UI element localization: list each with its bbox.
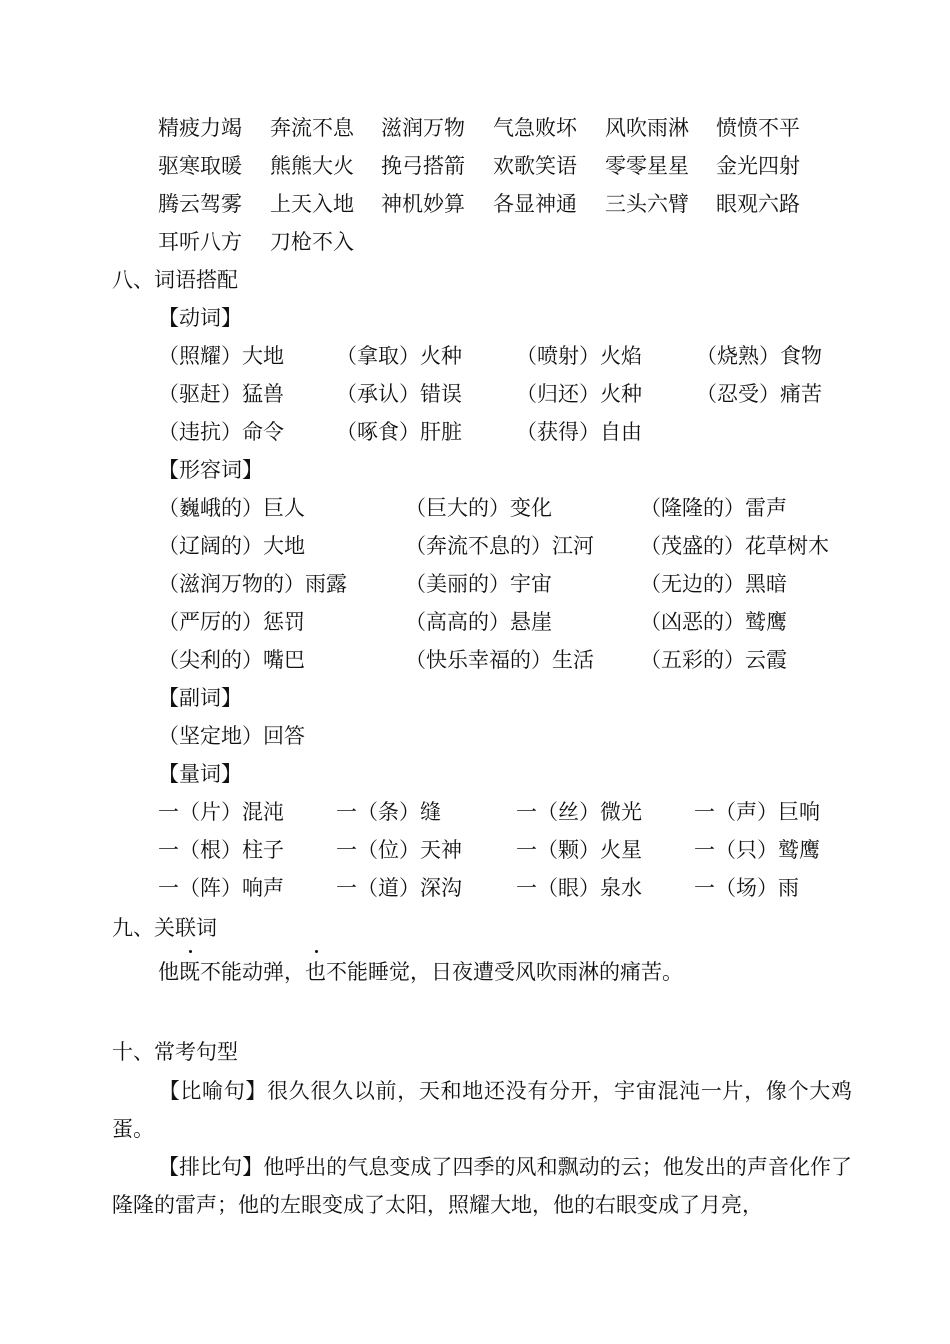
verb-item: （照耀）大地 — [158, 344, 284, 368]
verb-item: （啄食）肝脏 — [336, 420, 462, 444]
idiom: 驱寒取暖 — [158, 154, 242, 178]
subsection-label: 【形容词】 — [158, 458, 263, 482]
measure-item: 一（道）深沟 — [336, 876, 462, 900]
idiom: 精疲力竭 — [158, 116, 242, 140]
measure-item: 一（声）巨响 — [694, 800, 820, 824]
verb-row — [0, 422, 950, 448]
verb-item: （拿取）火种 — [336, 344, 462, 368]
adjective-item: （隆隆的）雷声 — [640, 496, 787, 520]
measure-row — [0, 840, 950, 866]
measure-item: 一（位）天神 — [336, 838, 462, 862]
idiom: 刀枪不入 — [270, 230, 354, 254]
idiom: 熊熊大火 — [270, 154, 354, 178]
adjective-item: （高高的）悬崖 — [405, 610, 552, 634]
measure-item: 一（只）鹫鹰 — [694, 838, 820, 862]
measure-item: 一（眼）泉水 — [516, 876, 642, 900]
idiom: 各显神通 — [493, 192, 577, 216]
simile-label: 【比喻句】 — [158, 1079, 268, 1103]
adjective-item: （凶恶的）鹫鹰 — [640, 610, 787, 634]
adjective-row — [0, 650, 950, 676]
measure-item: 一（片）混沌 — [158, 800, 284, 824]
idiom: 气急败坏 — [493, 116, 577, 140]
verb-item: （获得）自由 — [516, 420, 642, 444]
simile-paragraph — [112, 1072, 852, 1148]
adjective-item: （辽阔的）大地 — [158, 534, 305, 558]
idiom: 奔流不息 — [270, 116, 354, 140]
verb-item: （违抗）命令 — [158, 420, 284, 444]
idiom: 风吹雨淋 — [605, 116, 689, 140]
measure-item: 一（丝）微光 — [516, 800, 642, 824]
subsection-label: 【量词】 — [158, 762, 242, 786]
adjective-row — [0, 574, 950, 600]
idiom-row — [0, 232, 950, 258]
measure-row — [0, 802, 950, 828]
simile-text: 很久很久以前，天和地还没有分开，宇宙混沌一片，像个大鸡蛋。 — [112, 1079, 852, 1141]
adjective-item: （滋润万物的）雨露 — [158, 572, 347, 596]
adjective-item: （快乐幸福的）生活 — [405, 648, 594, 672]
idiom: 神机妙算 — [381, 192, 465, 216]
adjective-item: （美丽的）宇宙 — [405, 572, 552, 596]
idiom: 滋润万物 — [381, 116, 465, 140]
emphasized-conjunction: 也 — [305, 960, 326, 984]
sentence-part: 不能睡觉，日夜遭受风吹雨淋的痛苦。 — [326, 960, 683, 984]
idiom: 腾云驾雾 — [158, 192, 242, 216]
idiom: 挽弓搭箭 — [381, 154, 465, 178]
idiom: 耳听八方 — [158, 230, 242, 254]
emphasized-conjunction: 既 — [179, 960, 200, 984]
adjective-row — [0, 536, 950, 562]
verb-item: （承认）错误 — [336, 382, 462, 406]
verb-item: （驱赶）猛兽 — [158, 382, 284, 406]
measure-item: 一（根）柱子 — [158, 838, 284, 862]
verb-item: （烧熟）食物 — [696, 344, 822, 368]
adjective-item: （茂盛的）花草树木 — [640, 534, 829, 558]
idiom: 愤愤不平 — [716, 116, 800, 140]
parallel-label: 【排比句】 — [158, 1155, 264, 1179]
idiom: 欢歌笑语 — [493, 154, 577, 178]
verb-item: （归还）火种 — [516, 382, 642, 406]
verb-item: （喷射）火焰 — [516, 344, 642, 368]
measure-item: 一（颗）火星 — [516, 838, 642, 862]
parallel-text: 他呼出的气息变成了四季的风和飘动的云；他发出的声音化作了隆隆的雷声；他的左眼变成了太阳，照耀大地，他的右眼变成了月亮， — [112, 1155, 853, 1217]
verb-item: （忍受）痛苦 — [696, 382, 822, 406]
idiom-row — [0, 156, 950, 182]
subsection-label: 【动词】 — [158, 306, 242, 330]
adjective-row — [0, 498, 950, 524]
adjective-item: （巍峨的）巨人 — [158, 496, 305, 520]
parallel-paragraph — [112, 1148, 852, 1224]
adverb-item: （坚定地）回答 — [158, 724, 305, 748]
adjective-item: （尖利的）嘴巴 — [158, 648, 305, 672]
adjective-item: （严厉的）惩罚 — [158, 610, 305, 634]
adverb-row — [0, 726, 950, 752]
measure-item: 一（条）缝 — [336, 800, 441, 824]
adjective-item: （无边的）黑暗 — [640, 572, 787, 596]
idiom: 三头六臂 — [605, 192, 689, 216]
sentence-part: 不能动弹， — [200, 960, 305, 984]
measure-row — [0, 878, 950, 904]
idiom: 零零星星 — [605, 154, 689, 178]
sentence-part: 他 — [158, 960, 179, 984]
section-heading: 九、关联词 — [112, 916, 217, 940]
idiom-row — [0, 194, 950, 220]
idiom: 上天入地 — [270, 192, 354, 216]
adjective-item: （奔流不息的）江河 — [405, 534, 594, 558]
idiom-row — [0, 118, 950, 144]
adjective-row — [0, 612, 950, 638]
idiom: 眼观六路 — [716, 192, 800, 216]
verb-row — [0, 384, 950, 410]
verb-row — [0, 346, 950, 372]
idiom: 金光四射 — [716, 154, 800, 178]
conjunction-sentence — [158, 962, 683, 988]
measure-item: 一（阵）响声 — [158, 876, 284, 900]
section-heading: 十、常考句型 — [112, 1040, 238, 1064]
adjective-item: （巨大的）变化 — [405, 496, 552, 520]
section-heading: 八、词语搭配 — [112, 268, 238, 292]
subsection-label: 【副词】 — [158, 686, 242, 710]
adjective-item: （五彩的）云霞 — [640, 648, 787, 672]
measure-item: 一（场）雨 — [694, 876, 799, 900]
